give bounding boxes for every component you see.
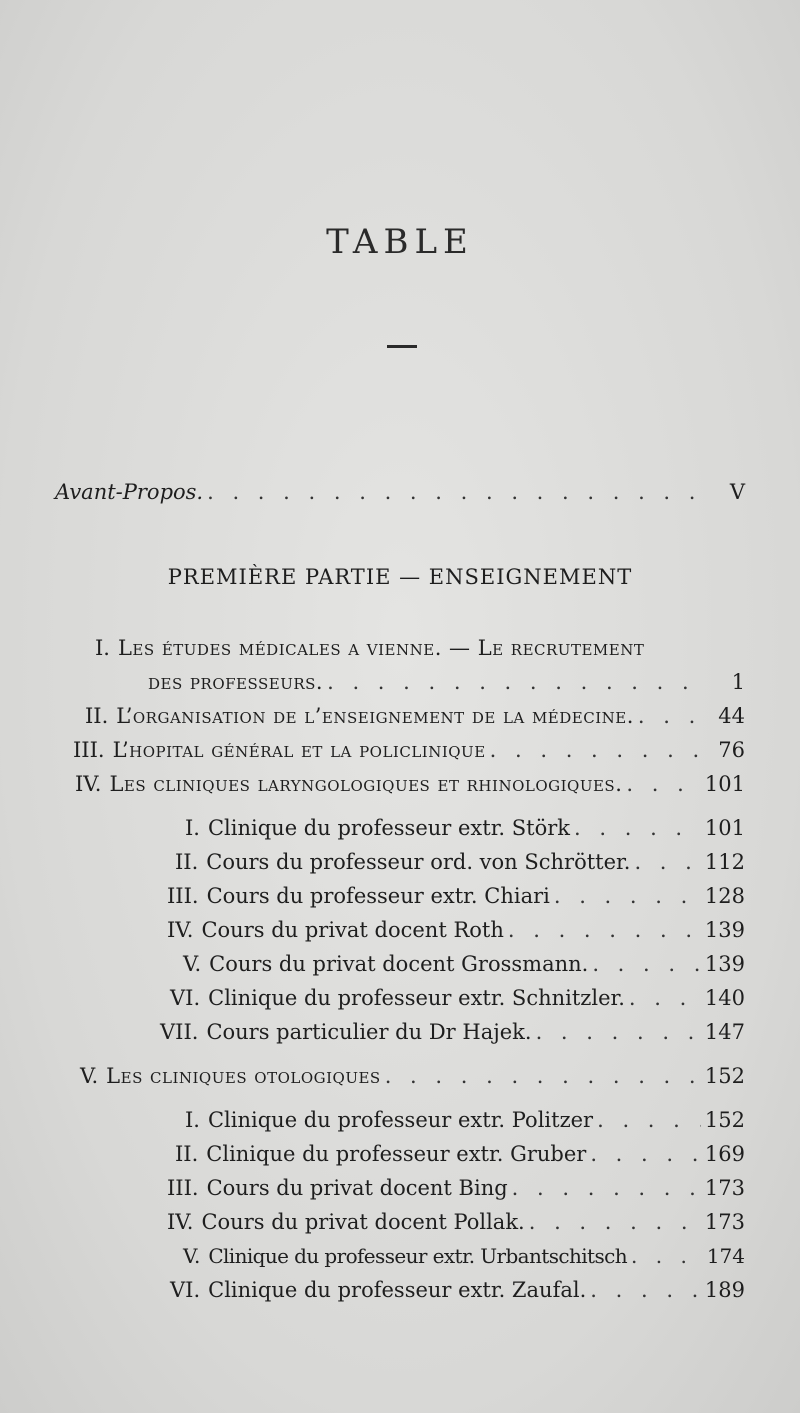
toc-label: Clinique du professeur extr. Gruber xyxy=(206,1142,587,1166)
leader-dots xyxy=(529,1210,701,1234)
leader-dots xyxy=(327,670,707,694)
toc-number: II. xyxy=(175,1142,199,1166)
toc-page-number: 44 xyxy=(718,704,745,728)
toc-number: IV. xyxy=(75,772,102,796)
toc-label: Cours du professeur extr. Chiari xyxy=(206,884,550,908)
leader-dots xyxy=(592,952,701,976)
toc-page-number: 139 xyxy=(704,952,745,976)
toc-number: III. xyxy=(167,1176,199,1200)
toc-page-number: 152 xyxy=(704,1108,745,1132)
toc-number: III. xyxy=(167,884,199,908)
toc-subentry xyxy=(160,1020,745,1044)
toc-page-number: 147 xyxy=(704,1020,745,1044)
toc-subentry xyxy=(170,1278,745,1302)
toc-number: I. xyxy=(95,636,110,660)
leader-dots xyxy=(626,772,701,796)
toc-number: III. xyxy=(73,738,105,762)
part-heading: PREMIÈRE PARTIE — ENSEIGNEMENT xyxy=(167,565,633,589)
toc-subentry xyxy=(185,816,745,840)
toc-number: II. xyxy=(85,704,109,728)
toc-number: V. xyxy=(80,1064,99,1088)
toc-subentry xyxy=(175,1142,745,1166)
toc-label: Cours particulier du Dr Hajek. xyxy=(206,1020,532,1044)
toc-label: Cours du privat docent Pollak. xyxy=(201,1210,525,1234)
toc-label: Cours du privat docent Grossmann. xyxy=(209,952,589,976)
toc-label: Les cliniques otologiques xyxy=(106,1064,381,1088)
leader-dots xyxy=(536,1020,701,1044)
toc-label: Cours du privat docent Roth xyxy=(201,918,504,942)
toc-number: IV. xyxy=(167,918,194,942)
toc-number: VII. xyxy=(160,1020,199,1044)
toc-subentry xyxy=(183,1244,745,1268)
toc-label: L’organisation de l’enseignement de la médecine. xyxy=(116,704,634,728)
toc-chapter-1-cont xyxy=(148,670,745,694)
toc-subentry xyxy=(185,1108,745,1132)
toc-subentry xyxy=(167,918,745,942)
toc-label: Clinique du professeur extr. Zaufal. xyxy=(208,1278,587,1302)
toc-subentry xyxy=(167,884,745,908)
toc-page-number: 174 xyxy=(706,1244,745,1268)
toc-page-number: 76 xyxy=(718,738,745,762)
toc-label: Les cliniques laryngologiques et rhinologiques. xyxy=(109,772,623,796)
toc-chapter-2 xyxy=(85,704,745,728)
leader-dots xyxy=(634,850,700,874)
toc-label: Clinique du professeur extr. Schnitzler. xyxy=(208,986,625,1010)
leader-dots xyxy=(590,1278,701,1302)
toc-page-number: 173 xyxy=(704,1210,745,1234)
toc-page-number: 128 xyxy=(704,884,745,908)
toc-subentry xyxy=(167,1176,745,1200)
toc-label: des professeurs. xyxy=(148,670,324,694)
toc-page-number: V xyxy=(729,480,745,504)
leader-dots xyxy=(512,1176,701,1200)
toc-page-number: 189 xyxy=(704,1278,745,1302)
toc-label: Cours du privat docent Bing xyxy=(206,1176,508,1200)
toc-page-number: 169 xyxy=(704,1142,745,1166)
toc-number: I. xyxy=(185,816,200,840)
leader-dots xyxy=(597,1108,701,1132)
leader-dots xyxy=(490,738,707,762)
toc-page-number: 139 xyxy=(704,918,745,942)
toc-chapter-5 xyxy=(80,1064,745,1088)
toc-page-number: 152 xyxy=(704,1064,745,1088)
toc-page-number: 140 xyxy=(704,986,745,1010)
toc-label: Clinique du professeur extr. Störk xyxy=(207,816,571,840)
toc-chapter-4 xyxy=(75,772,745,796)
toc-page-number: 112 xyxy=(704,850,745,874)
leader-dots xyxy=(590,1142,701,1166)
leader-dots xyxy=(629,986,701,1010)
leader-dots xyxy=(508,918,701,942)
toc-page-number: 101 xyxy=(704,816,745,840)
toc-label: Avant-Propos. xyxy=(55,480,204,504)
leader-dots xyxy=(638,704,707,728)
toc-number: V. xyxy=(183,1244,201,1268)
leader-dots xyxy=(554,884,701,908)
toc-label: Clinique du professeur extr. Politzer xyxy=(207,1108,594,1132)
toc-chapter-1 xyxy=(95,636,745,660)
toc-number: V. xyxy=(183,952,202,976)
toc-page-number: 101 xyxy=(704,772,745,796)
toc-label: L’hopital général et la policlinique xyxy=(112,738,486,762)
toc-entry-avant-propos xyxy=(55,480,745,504)
toc-label: Cours du professeur ord. von Schrötter. xyxy=(206,850,631,874)
toc-subentry xyxy=(183,952,745,976)
toc-number: VI. xyxy=(170,986,201,1010)
toc-label: Clinique du professeur extr. Urbantschitsch xyxy=(208,1244,628,1268)
leader-dots xyxy=(207,480,707,504)
leader-dots xyxy=(631,1244,703,1268)
toc-page-number: 173 xyxy=(704,1176,745,1200)
toc-subentry xyxy=(170,986,745,1010)
title-rule xyxy=(387,345,417,348)
toc-number: VI. xyxy=(170,1278,201,1302)
leader-dots xyxy=(385,1064,701,1088)
toc-page-number: 1 xyxy=(731,670,745,694)
leader-dots xyxy=(574,816,701,840)
toc-number: I. xyxy=(185,1108,200,1132)
toc-label: Les études médicales a vienne. — Le recrutement xyxy=(117,636,645,660)
toc-chapter-3 xyxy=(73,738,745,762)
toc-subentry xyxy=(167,1210,745,1234)
toc-number: II. xyxy=(175,850,199,874)
toc-number: IV. xyxy=(167,1210,194,1234)
toc-subentry xyxy=(175,850,745,874)
page-title: TABLE xyxy=(326,222,474,262)
